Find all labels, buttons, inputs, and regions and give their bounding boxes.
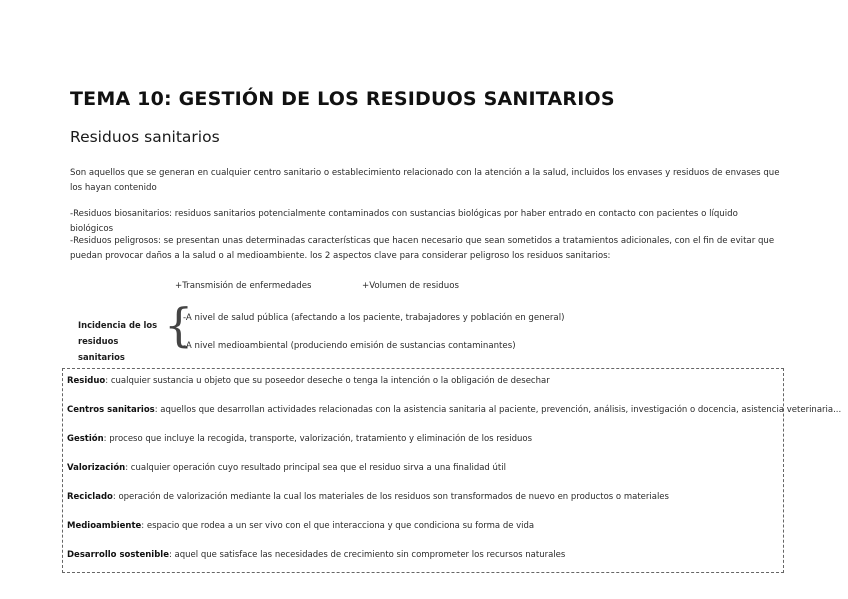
definition-item — [67, 434, 532, 444]
definition-term: Desarrollo sostenible — [67, 550, 169, 560]
definition-text: : proceso que incluye la recogida, transporte, valorización, tratamiento y eliminación de los residuos — [103, 434, 533, 444]
intro-paragraph: Son aquellos que se generan en cualquier centro sanitario o establecimiento relacionado con la atención a la salud, incluidos los envases y residuos de envases que los hayan contenido — [70, 168, 780, 193]
incidencia-label: Incidencia de los residuos sanitarios — [78, 320, 158, 362]
incidencia-item: -A nivel de salud pública (afectando a los paciente, trabajadores y población en general) — [183, 313, 565, 323]
peligrosos-paragraph: -Residuos peligrosos: se presentan unas determinadas características que hacen necesario que sean sometidos a tratamientos adicionales, con el fin de evitar que puedan provocar daños a la salud o al medioambiente. los 2 aspectos clave para considerar peligroso los residuos sanitarios: — [70, 236, 775, 261]
page-title: TEMA 10: GESTIÓN DE LOS RESIDUOS SANITARIOS — [70, 88, 615, 110]
definitions-box — [62, 368, 842, 573]
definition-item — [67, 463, 506, 473]
definition-item — [67, 550, 565, 560]
aspect-transmision: +Transmisión de enfermedades — [175, 281, 312, 291]
definition-item — [67, 405, 841, 415]
section-subtitle: Residuos sanitarios — [70, 128, 220, 146]
definition-item — [67, 376, 550, 386]
definition-item — [67, 492, 669, 502]
definition-text: : espacio que rodea a un ser vivo con el que interacciona y que condiciona su forma de vida — [141, 521, 535, 531]
definition-term: Reciclado — [67, 492, 113, 502]
definition-text: : cualquier sustancia u objeto que su poseedor deseche o tenga la intención o la obligación de desechar — [105, 376, 550, 386]
curly-brace-icon: { — [164, 298, 194, 352]
definition-term: Valorización — [67, 463, 126, 473]
definition-text: : operación de valorización mediante la cual los materiales de los residuos son transformados de nuevo en productos o materiales — [112, 492, 669, 502]
definition-text: : aquellos que desarrollan actividades relacionadas con la asistencia sanitaria al paciente, prevención, análisis, investigación o docencia, asistencia veterinaria... — [154, 405, 842, 415]
incidencia-item: -A nivel medioambiental (produciendo emisión de sustancias contaminantes) — [183, 341, 516, 351]
aspect-volumen: +Volumen de residuos — [362, 281, 459, 291]
definition-text: : cualquier operación cuyo resultado principal sea que el residuo sirva a una finalidad útil — [125, 463, 506, 473]
definition-text: : aquel que satisface las necesidades de crecimiento sin comprometer los recursos naturales — [168, 550, 566, 560]
definition-term: Centros sanitarios — [67, 405, 155, 415]
definition-term: Gestión — [67, 434, 104, 444]
definition-term: Medioambiente — [67, 521, 142, 531]
definition-item — [67, 521, 534, 531]
definition-term: Residuo — [67, 376, 106, 386]
biosanitarios-paragraph: -Residuos biosanitarios: residuos sanitarios potencialmente contaminados con sustancias biológicas por haber entrado en contacto con pacientes o líquido biológicos — [70, 209, 738, 234]
